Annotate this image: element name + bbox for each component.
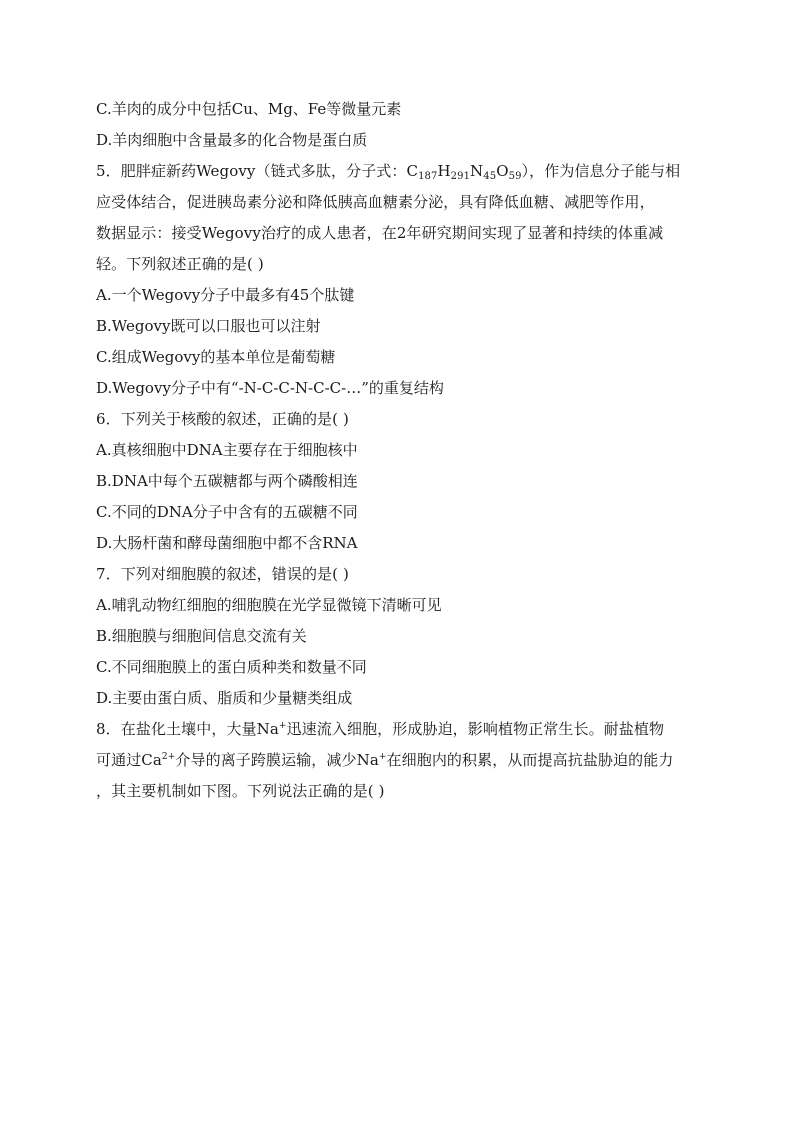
question-8-line-1: 8．在盐化土壤中，大量Na+迅速流入细胞，形成胁迫，影响植物正常生长。耐盐植物 bbox=[96, 720, 665, 738]
question-5-line-2: 应受体结合，促进胰岛素分泌和降低胰高血糖素分泌，具有降低血糖、减肥等作用， bbox=[96, 193, 655, 211]
option-d-q4: D.羊肉细胞中含量最多的化合物是蛋白质 bbox=[96, 131, 368, 149]
ion-superscript: + bbox=[278, 721, 287, 731]
question-8-line-2: 可通过$Ca^{2+}$介导的离子跨膜运输，减少Na+在细胞内的积累，从而提高抗盐胁迫的能力 bbox=[96, 751, 674, 769]
option-a-q5: A.一个Wegovy分子中最多有45个肽键 bbox=[96, 286, 355, 304]
ion-superscript: + bbox=[378, 752, 387, 762]
option-a-q7: A.哺乳动物红细胞的细胞膜在光学显微镜下清晰可见 bbox=[96, 596, 442, 614]
question-8-line-3: ，其主要机制如下图。下列说法正确的是( ) bbox=[96, 782, 385, 800]
formula-subscript: 45 bbox=[483, 171, 497, 182]
question-5-line-3: 数据显示：接受Wegovy治疗的成人患者，在2年研究期间实现了显著和持续的体重减 bbox=[96, 224, 664, 242]
question-block bbox=[96, 94, 698, 807]
option-c-q6: C.不同的DNA分子中含有的五碳糖不同 bbox=[96, 503, 358, 521]
option-b-q7: B.细胞膜与细胞间信息交流有关 bbox=[96, 627, 307, 645]
question-7: 7．下列对细胞膜的叙述，错误的是( ) bbox=[96, 565, 349, 583]
question-6: 6．下列关于核酸的叙述，正确的是( ) bbox=[96, 410, 349, 428]
formula-subscript: 59 bbox=[508, 171, 522, 182]
formula-subscript: 291 bbox=[450, 171, 471, 182]
ion-superscript: 2+ bbox=[161, 752, 176, 762]
option-d-q5: D.Wegovy分子中有“-N-C-C-N-C-C-…”的重复结构 bbox=[96, 379, 444, 397]
option-b-q6: B.DNA中每个五碳糖都与两个磷酸相连 bbox=[96, 472, 358, 490]
option-c-q4: C.羊肉的成分中包括Cu、Mg、Fe等微量元素 bbox=[96, 100, 402, 118]
option-d-q6: D.大肠杆菌和酵母菌细胞中都不含RNA bbox=[96, 534, 358, 552]
formula-subscript: 187 bbox=[418, 171, 438, 182]
option-a-q6: A.真核细胞中DNA主要存在于细胞核中 bbox=[96, 441, 358, 459]
question-5-line-4: 轻。下列叙述正确的是( ) bbox=[96, 255, 264, 273]
question-5-line-1: 5．肥胖症新药Wegovy（链式多肽，分子式：$C_{187}H_{291}N_{45}O_{59}$），作为信息分子能与相 bbox=[96, 162, 681, 182]
option-b-q5: B.Wegovy既可以口服也可以注射 bbox=[96, 317, 321, 335]
option-c-q7: C.不同细胞膜上的蛋白质种类和数量不同 bbox=[96, 658, 367, 676]
option-d-q7: D.主要由蛋白质、脂质和少量糖类组成 bbox=[96, 689, 353, 707]
option-c-q5: C.组成Wegovy的基本单位是葡萄糖 bbox=[96, 348, 336, 366]
